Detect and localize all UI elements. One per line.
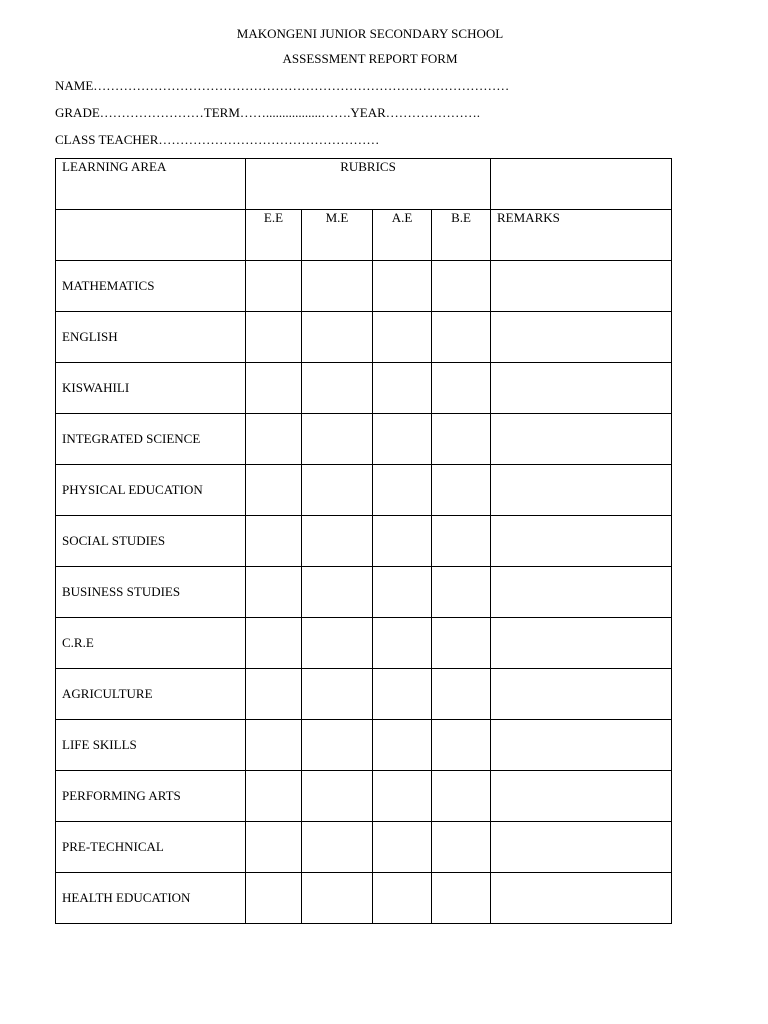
school-name: MAKONGENI JUNIOR SECONDARY SCHOOL (236, 26, 504, 41)
me-cell (302, 363, 373, 414)
table-row (56, 465, 672, 516)
be-cell (432, 873, 491, 924)
ae-cell (373, 261, 432, 312)
me-cell (302, 822, 373, 873)
learning-area-header: LEARNING AREA (62, 159, 167, 174)
remarks-cell (491, 873, 672, 924)
ae-cell (373, 873, 432, 924)
table-row (56, 720, 672, 771)
ee-cell (246, 873, 302, 924)
remarks-cell (491, 312, 672, 363)
me-cell (302, 873, 373, 924)
ee-cell (246, 414, 302, 465)
rubric-ee-header-cell (246, 210, 302, 261)
ee-cell (246, 516, 302, 567)
rubric-be-header-cell (432, 210, 491, 261)
remarks-cell (491, 720, 672, 771)
me-cell (302, 465, 373, 516)
table-row (56, 771, 672, 822)
be-cell (432, 618, 491, 669)
remarks-cell (491, 516, 672, 567)
be-cell (432, 363, 491, 414)
me-cell (302, 720, 373, 771)
me-cell (302, 618, 373, 669)
be-cell (432, 312, 491, 363)
ae-cell (373, 618, 432, 669)
remarks-cell (491, 414, 672, 465)
grade-term-year-line: GRADE……………………TERM…….................…….YEAR…………………. (55, 105, 481, 120)
ae-cell (373, 516, 432, 567)
ae-cell (373, 312, 432, 363)
ae-cell (373, 567, 432, 618)
learning-area-cell: KISWAHILI (56, 363, 246, 414)
remarks-cell (491, 261, 672, 312)
ee-cell (246, 822, 302, 873)
table-subheader-row (56, 210, 672, 261)
ee-cell (246, 567, 302, 618)
remarks-cell (491, 822, 672, 873)
be-cell (432, 720, 491, 771)
learning-area-cell: PHYSICAL EDUCATION (56, 465, 246, 516)
table-row (56, 363, 672, 414)
ee-cell (246, 363, 302, 414)
remarks-header: REMARKS (497, 210, 560, 225)
me-cell (302, 261, 373, 312)
blank-subheader-cell (56, 210, 246, 261)
learning-area-cell: AGRICULTURE (56, 669, 246, 720)
table-row (56, 822, 672, 873)
rubric-me-header-cell (302, 210, 373, 261)
blank-header-cell (491, 159, 672, 210)
me-cell (302, 516, 373, 567)
learning-area-cell: INTEGRATED SCIENCE (56, 414, 246, 465)
ee-cell (246, 669, 302, 720)
ee-cell (246, 618, 302, 669)
be-cell (432, 669, 491, 720)
remarks-cell (491, 618, 672, 669)
learning-area-cell: PRE-TECHNICAL (56, 822, 246, 873)
learning-area-cell: C.R.E (56, 618, 246, 669)
ee-cell (246, 465, 302, 516)
ae-cell (373, 414, 432, 465)
remarks-cell (491, 669, 672, 720)
table-row (56, 414, 672, 465)
me-cell (302, 312, 373, 363)
me-cell (302, 669, 373, 720)
table-row (56, 618, 672, 669)
be-cell (432, 822, 491, 873)
me-cell (302, 771, 373, 822)
learning-area-cell: HEALTH EDUCATION (56, 873, 246, 924)
table-row (56, 261, 672, 312)
be-cell (432, 516, 491, 567)
ee-cell (246, 771, 302, 822)
rubrics-header-cell (246, 159, 491, 210)
be-cell (432, 261, 491, 312)
ae-cell (373, 771, 432, 822)
rubric-ae-header-cell (373, 210, 432, 261)
learning-area-cell: ENGLISH (56, 312, 246, 363)
rubric-ae-header: A.E (391, 210, 413, 225)
remarks-cell (491, 771, 672, 822)
learning-area-cell: PERFORMING ARTS (56, 771, 246, 822)
table-row (56, 669, 672, 720)
remarks-cell (491, 465, 672, 516)
remarks-header-cell (491, 210, 672, 261)
ae-cell (373, 669, 432, 720)
name-field-line: NAME…………………………………………………………………………………… (55, 78, 510, 93)
learning-area-cell: SOCIAL STUDIES (56, 516, 246, 567)
learning-area-cell: MATHEMATICS (56, 261, 246, 312)
table-row (56, 312, 672, 363)
table-header-row (56, 159, 672, 210)
table-row (56, 567, 672, 618)
be-cell (432, 414, 491, 465)
rubric-be-header: B.E (451, 210, 471, 225)
ae-cell (373, 465, 432, 516)
ae-cell (373, 822, 432, 873)
table-row (56, 516, 672, 567)
be-cell (432, 771, 491, 822)
me-cell (302, 567, 373, 618)
rubrics-header: RUBRICS (340, 159, 396, 174)
assessment-table (55, 158, 672, 924)
remarks-cell (491, 567, 672, 618)
learning-area-cell: BUSINESS STUDIES (56, 567, 246, 618)
ee-cell (246, 312, 302, 363)
ee-cell (246, 720, 302, 771)
table-row (56, 873, 672, 924)
ae-cell (373, 363, 432, 414)
class-teacher-line: CLASS TEACHER…………………………………………… (55, 132, 380, 147)
learning-area-cell: LIFE SKILLS (56, 720, 246, 771)
remarks-cell (491, 363, 672, 414)
rubric-me-header: M.E (325, 210, 349, 225)
be-cell (432, 567, 491, 618)
ae-cell (373, 720, 432, 771)
be-cell (432, 465, 491, 516)
learning-area-header-cell (56, 159, 246, 210)
rubric-ee-header: E.E (263, 210, 284, 225)
form-title: ASSESSMENT REPORT FORM (282, 51, 458, 66)
me-cell (302, 414, 373, 465)
ee-cell (246, 261, 302, 312)
